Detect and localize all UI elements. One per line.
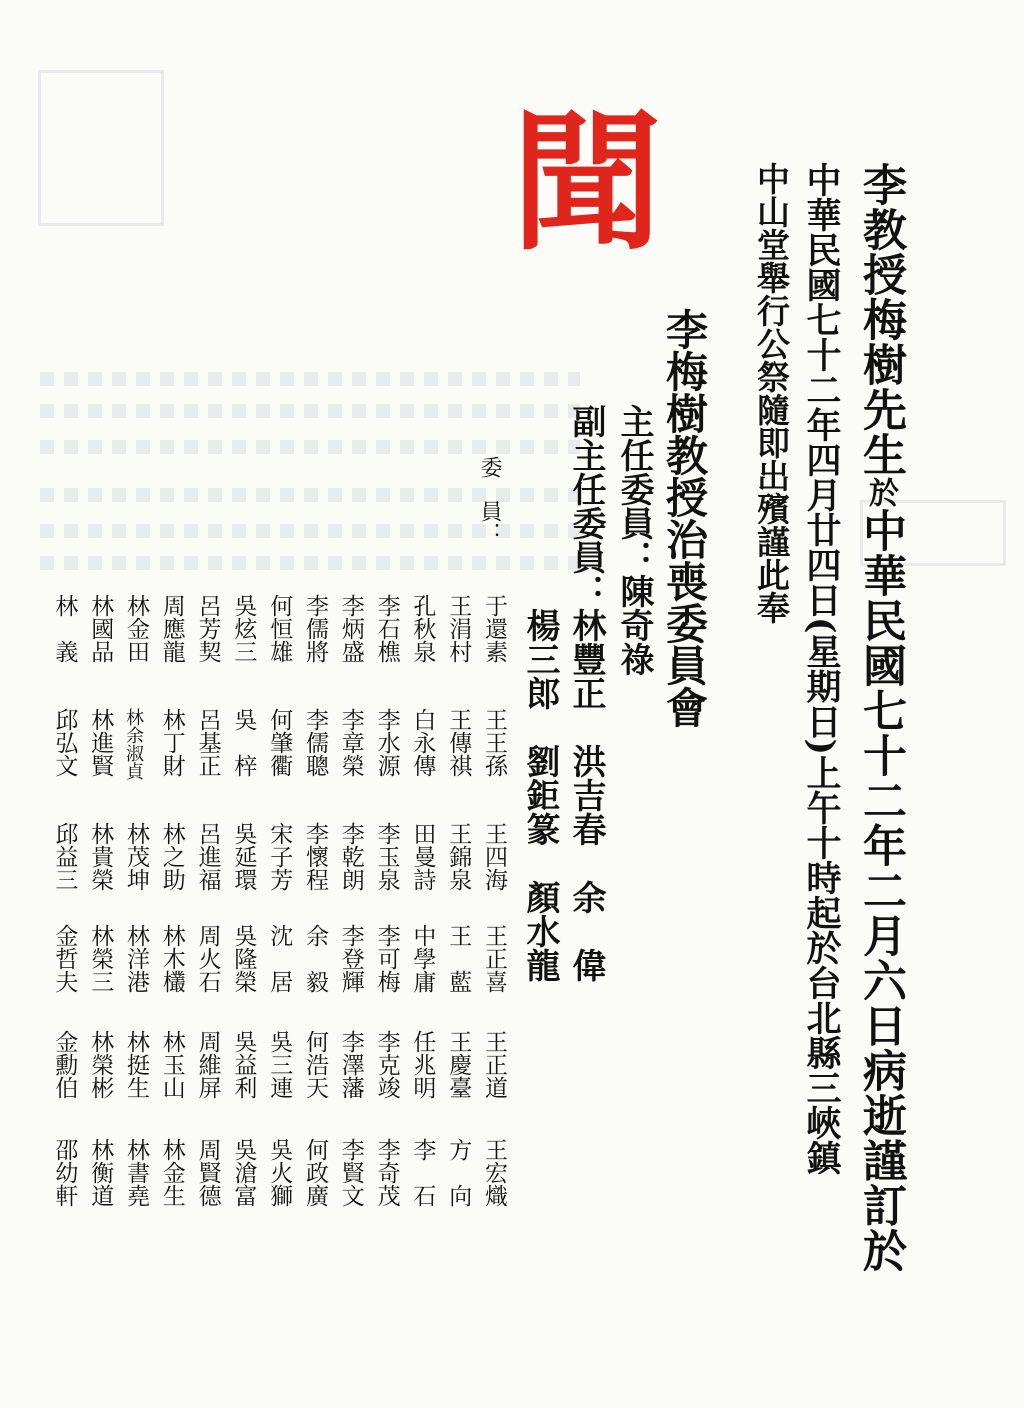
committee-member-name: 何肇衢 (266, 708, 293, 777)
committee-member-name: 吳益利 (230, 1030, 257, 1099)
committee-member-name: 吳滄富 (230, 1138, 257, 1207)
committee-member-name: 林余淑貞 (123, 708, 144, 780)
committee-vice-chairs-row-2 (516, 608, 565, 982)
committee-member-name: 李可梅 (373, 924, 400, 993)
announcement-line-1-rest: 中華民國七十二年二月六日病逝謹訂於 (855, 508, 906, 1273)
vice-chair-name: 顏水龍 (520, 880, 560, 982)
committee-member-name: 沈 居 (266, 924, 293, 993)
committee-member-name: 李章榮 (337, 708, 364, 777)
committee-member-name: 林金田 (123, 594, 149, 663)
committee-member-name: 余 毅 (302, 924, 328, 993)
committee-member-name: 方 向 (445, 1138, 472, 1207)
committee-member-name: 王宏熾 (481, 1138, 507, 1207)
committee-member-name: 李克竣 (373, 1030, 400, 1099)
vice-chair-name: 余 偉 (566, 880, 606, 982)
committee-member-name: 周火石 (194, 924, 221, 993)
committee-member-name: 吳 梓 (230, 708, 257, 777)
vice-chair-label: 副主任委員： (566, 404, 606, 608)
committee-member-name: 中學庸 (409, 924, 436, 993)
committee-member-name: 王錦泉 (445, 822, 472, 891)
wen-header-character: 聞 (512, 95, 663, 271)
committee-member-name: 王王孫 (481, 708, 507, 777)
committee-member-name: 李乾朗 (337, 822, 364, 891)
committee-member-name: 邱弘文 (51, 708, 78, 777)
committee-member-name: 吳三連 (266, 1030, 293, 1099)
committee-member-name: 李賢文 (337, 1138, 364, 1207)
committee-member-name: 王傳祺 (445, 708, 472, 777)
committee-member-name: 孔秋泉 (409, 594, 436, 663)
committee-member-name: 林玉山 (158, 1030, 185, 1099)
committee-member-name: 林國品 (87, 594, 114, 663)
committee-member-name: 李儒聰 (302, 708, 328, 777)
committee-member-name: 何浩天 (302, 1030, 328, 1099)
committee-member-name: 林金生 (158, 1138, 185, 1207)
committee-member-name: 李登輝 (337, 924, 364, 993)
committee-member-name: 林丁財 (158, 708, 185, 777)
committee-member-name: 邱益三 (51, 822, 78, 891)
deceased-name: 李教授梅樹先生 (855, 162, 906, 477)
announcement-line-1 (848, 162, 912, 1273)
committee-member-name: 李儒將 (302, 594, 328, 663)
chair-name: 陳奇祿 (614, 574, 654, 676)
committee-member-name: 王涓村 (445, 594, 472, 663)
committee-member-name: 田曼詩 (409, 822, 436, 891)
members-label: 委 員： (477, 456, 502, 544)
committee-member-name: 吳隆榮 (230, 924, 257, 993)
committee-member-name: 林書堯 (123, 1138, 149, 1207)
committee-member-name: 周維屏 (194, 1030, 221, 1099)
committee-member-name: 李石樵 (373, 594, 400, 663)
committee-member-name: 李炳盛 (337, 594, 364, 663)
committee-member-name: 呂基正 (194, 708, 221, 777)
committee-member-name: 何恒雄 (266, 594, 293, 663)
committee-member-name: 李 石 (409, 1138, 436, 1207)
committee-member-name: 邵幼軒 (51, 1138, 78, 1207)
committee-member-name: 李奇茂 (373, 1138, 400, 1207)
committee-member-name: 林 義 (51, 594, 78, 663)
committee-member-name: 林進賢 (87, 708, 114, 777)
vice-chair-name: 林豐正 (566, 608, 606, 710)
committee-member-name: 林之助 (158, 822, 185, 891)
announcement-line-3: 中山堂舉行公祭隨即出殯謹此奉 (752, 162, 791, 624)
vice-chair-name: 楊三郎 (520, 608, 560, 710)
committee-member-name: 林貴榮 (87, 822, 114, 891)
committee-member-name: 金勳伯 (51, 1030, 78, 1099)
committee-member-name: 周應龍 (158, 594, 185, 663)
committee-member-name: 周賢德 (194, 1138, 221, 1207)
committee-member-name: 吳火獅 (266, 1138, 293, 1207)
committee-member-name: 林衡道 (87, 1138, 114, 1207)
committee-member-name: 宋子芳 (266, 822, 293, 891)
committee-member-name: 王正喜 (481, 924, 507, 993)
committee-member-name: 呂進福 (194, 822, 221, 891)
committee-member-name: 吳炫三 (230, 594, 257, 663)
committee-member-name: 王正道 (481, 1030, 507, 1099)
announcement-line-2: 中華民國七十二年四月廿四日(星期日)上午十時起於台北縣三峽鎮 (801, 162, 842, 1176)
committee-member-name: 金哲夫 (51, 924, 78, 993)
committee-member-name: 林木欉 (158, 924, 185, 993)
committee-member-name: 林洋港 (123, 924, 149, 993)
committee-title: 李梅樹教授治喪委員會 (660, 308, 709, 728)
committee-member-name: 李水源 (373, 708, 400, 777)
chair-label: 主任委員： (614, 404, 654, 574)
committee-member-name: 林挺生 (123, 1030, 149, 1099)
committee-member-name: 白永傳 (409, 708, 436, 777)
committee-chair (610, 404, 659, 676)
committee-vice-chairs-row-1 (562, 404, 611, 982)
committee-member-name: 呂芳契 (194, 594, 221, 663)
committee-member-name: 李玉泉 (373, 822, 400, 891)
announcement-line-1-particle: 於 (863, 477, 898, 508)
committee-member-name: 任兆明 (409, 1030, 436, 1099)
committee-member-name: 王 藍 (445, 924, 472, 993)
committee-member-name: 于還素 (481, 594, 507, 663)
committee-member-name: 王慶臺 (445, 1030, 472, 1099)
committee-member-name: 李懷程 (302, 822, 328, 891)
committee-member-name: 林榮三 (87, 924, 114, 993)
vice-chair-name: 洪吉春 (566, 744, 606, 846)
committee-member-name: 李澤藩 (337, 1030, 364, 1099)
vice-chair-name: 劉鉅篆 (520, 744, 560, 846)
committee-member-name: 林茂坤 (123, 822, 149, 891)
committee-member-name: 王四海 (481, 822, 507, 891)
committee-member-name: 何政廣 (302, 1138, 328, 1207)
committee-member-name: 吳延環 (230, 822, 257, 891)
committee-member-name: 林榮彬 (87, 1030, 114, 1099)
